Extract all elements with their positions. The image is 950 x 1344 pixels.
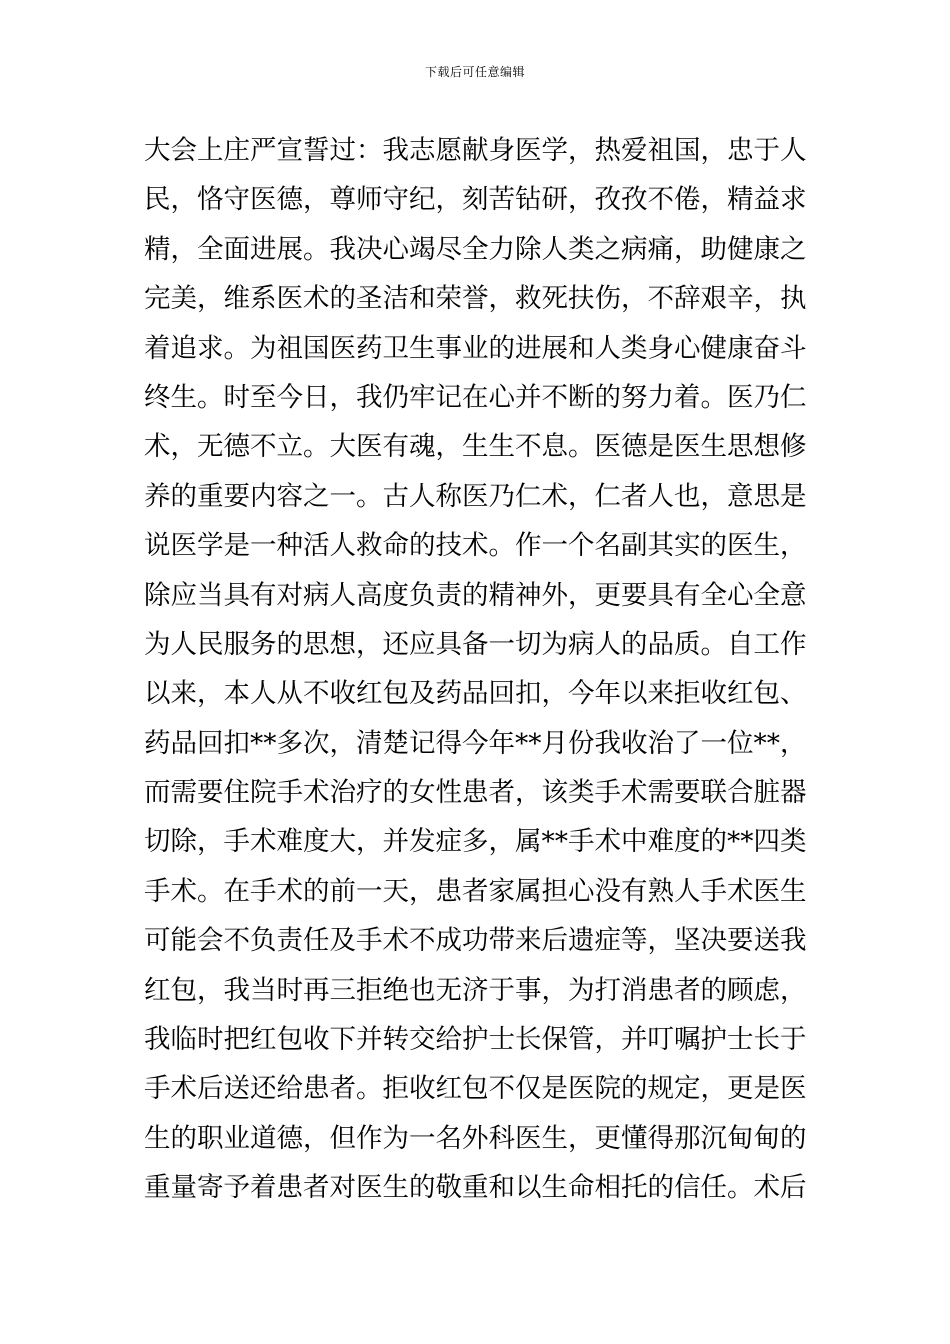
- text-line: 为人民服务的思想，还应具备一切为病人的品质。自工作: [144, 628, 807, 660]
- text-line: 精，全面进展。我决心竭尽全力除人类之病痛，助健康之: [144, 233, 807, 265]
- text-line: 生的职业道德，但作为一名外科医生，更懂得那沉甸甸的: [144, 1122, 807, 1154]
- text-line: 手术后送还给患者。拒收红包不仅是医院的规定，更是医: [144, 1073, 807, 1105]
- text-line: 终生。时至今日，我仍牢记在心并不断的努力着。医乃仁: [144, 381, 807, 413]
- text-line: 而需要住院手术治疗的女性患者，该类手术需要联合脏器: [144, 777, 807, 809]
- page-header: 下载后可任意编辑: [424, 65, 525, 79]
- text-line: 着追求。为祖国医药卫生事业的进展和人类身心健康奋斗: [144, 332, 807, 364]
- text-line: 养的重要内容之一。古人称医乃仁术，仁者人也，意思是: [144, 480, 807, 512]
- text-line: 完美，维系医术的圣洁和荣誉，救死扶伤，不辞艰辛，执: [144, 283, 807, 315]
- text-line: 术，无德不立。大医有魂，生生不息。医德是医生思想修: [144, 431, 807, 463]
- text-line: 药品回扣**多次，清楚记得今年**月份我收治了一位**，: [144, 727, 807, 759]
- text-line: 除应当具有对病人高度负责的精神外，更要具有全心全意: [144, 579, 807, 611]
- text-line: 切除，手术难度大，并发症多，属**手术中难度的**四类: [144, 826, 807, 858]
- text-line: 重量寄予着患者对医生的敬重和以生命相托的信任。术后: [144, 1172, 807, 1204]
- text-line: 以来，本人从不收红包及药品回扣，今年以来拒收红包、: [144, 678, 807, 710]
- text-line: 手术。在手术的前一天，患者家属担心没有熟人手术医生: [144, 875, 807, 907]
- text-line: 可能会不负责任及手术不成功带来后遗症等，坚决要送我: [144, 925, 807, 957]
- body-text: [144, 126, 816, 1213]
- text-line: 我临时把红包收下并转交给护士长保管，并叮嘱护士长于: [144, 1024, 807, 1056]
- text-line: 大会上庄严宣誓过：我志愿献身医学，热爱祖国，忠于人: [144, 135, 807, 166]
- text-line: 说医学是一种活人救命的技术。作一个名副其实的医生，: [144, 530, 807, 562]
- text-line: 民，恪守医德，尊师守纪，刻苦钻研，孜孜不倦，精益求: [144, 184, 807, 216]
- text-line: 红包，我当时再三拒绝也无济于事，为打消患者的顾虑，: [144, 974, 807, 1006]
